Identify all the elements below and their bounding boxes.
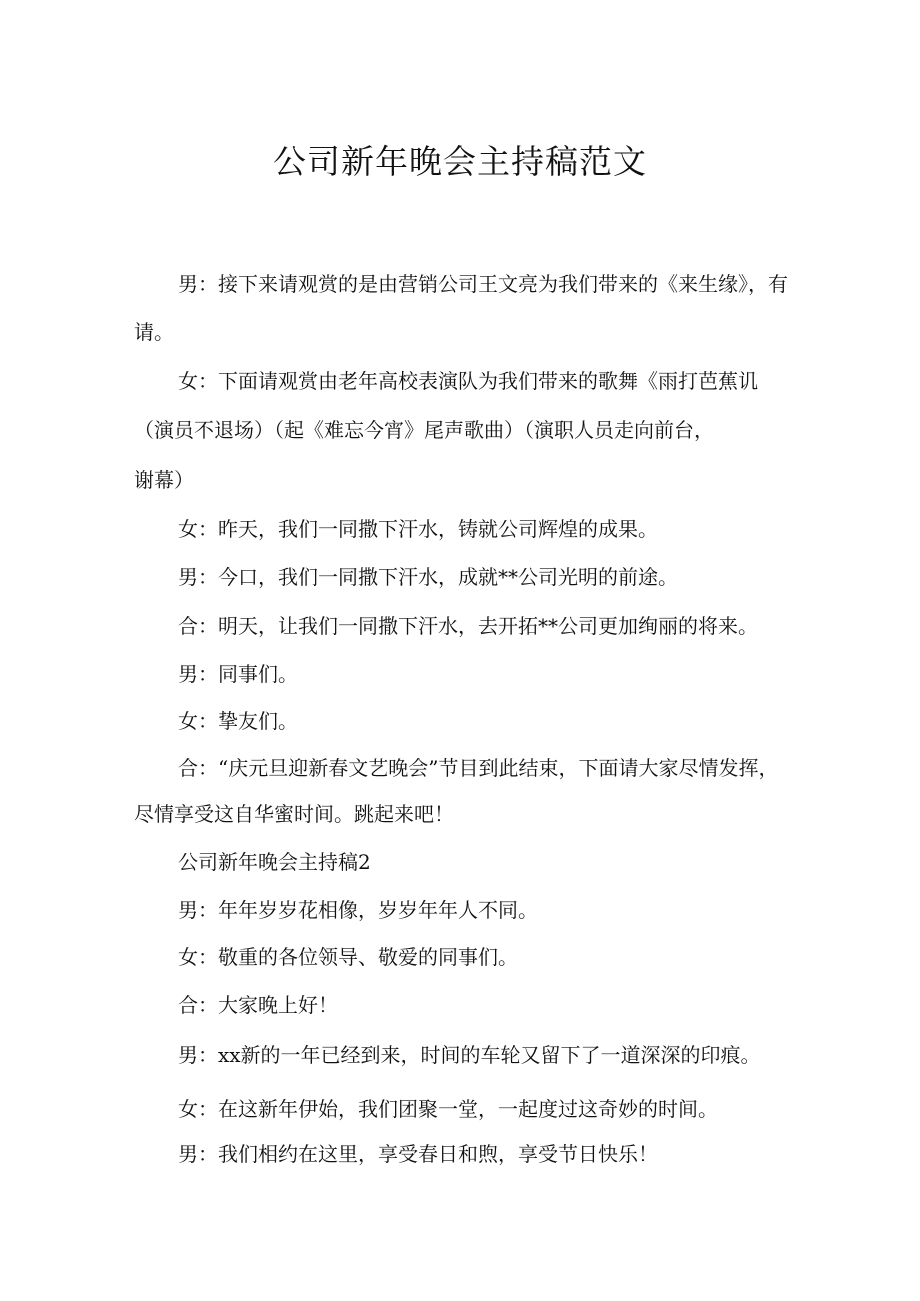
script-line: 男：我们相约在这里，享受春日和煦，享受节日快乐！: [178, 1142, 658, 1166]
script-line: 男：年年岁岁花相像，岁岁年年人不同。: [178, 898, 538, 922]
script-line: 合：明天，让我们一同撒下汗水，去开拓**公司更加绚丽的将来。: [178, 614, 758, 638]
script-line: 女：在这新年伊始，我们团聚一堂，一起度过这奇妙的时间。: [178, 1097, 718, 1121]
script-line: 男：接下来请观赏的是由营销公司王文亮为我们带来的《来生缘》，有: [178, 272, 788, 296]
script-line: 合：“庆元旦迎新春文艺晚会”节目到此结束，下面请大家尽情发挥，: [178, 756, 779, 780]
script-line: 女：敬重的各位领导、敬爱的同事们。: [178, 945, 518, 969]
script-line: 女：挚友们。: [178, 709, 298, 733]
script-line: 女：昨天，我们一同撒下汗水，铸就公司辉煌的成果。: [178, 517, 658, 541]
script-line-continuation: （演员不退场）（起《难忘今宵》尾声歌曲）（演职人员走向前台，: [134, 418, 714, 442]
document-title: 公司新年晚会主持稿范文: [273, 142, 647, 181]
section-heading: 公司新年晚会主持稿2: [178, 850, 371, 874]
script-line: 男：同事们。: [178, 662, 298, 686]
script-line-continuation: 谢幕）: [134, 468, 194, 492]
script-line: 男：xx新的一年已经到来，时间的车轮又留下了一道深深的印痕。: [178, 1043, 761, 1067]
script-line-continuation: 请。: [134, 320, 174, 344]
script-line: 女：下面请观赏由老年高校表演队为我们带来的歌舞《雨打芭蕉讥: [178, 369, 758, 393]
script-line: 男：今口，我们一同撒下汗水，成就**公司光明的前途。: [178, 565, 678, 589]
script-line: 合：大家晚上好！: [178, 993, 338, 1017]
script-line-continuation: 尽情享受这自华蜜时间。跳起来吧！: [134, 802, 454, 826]
